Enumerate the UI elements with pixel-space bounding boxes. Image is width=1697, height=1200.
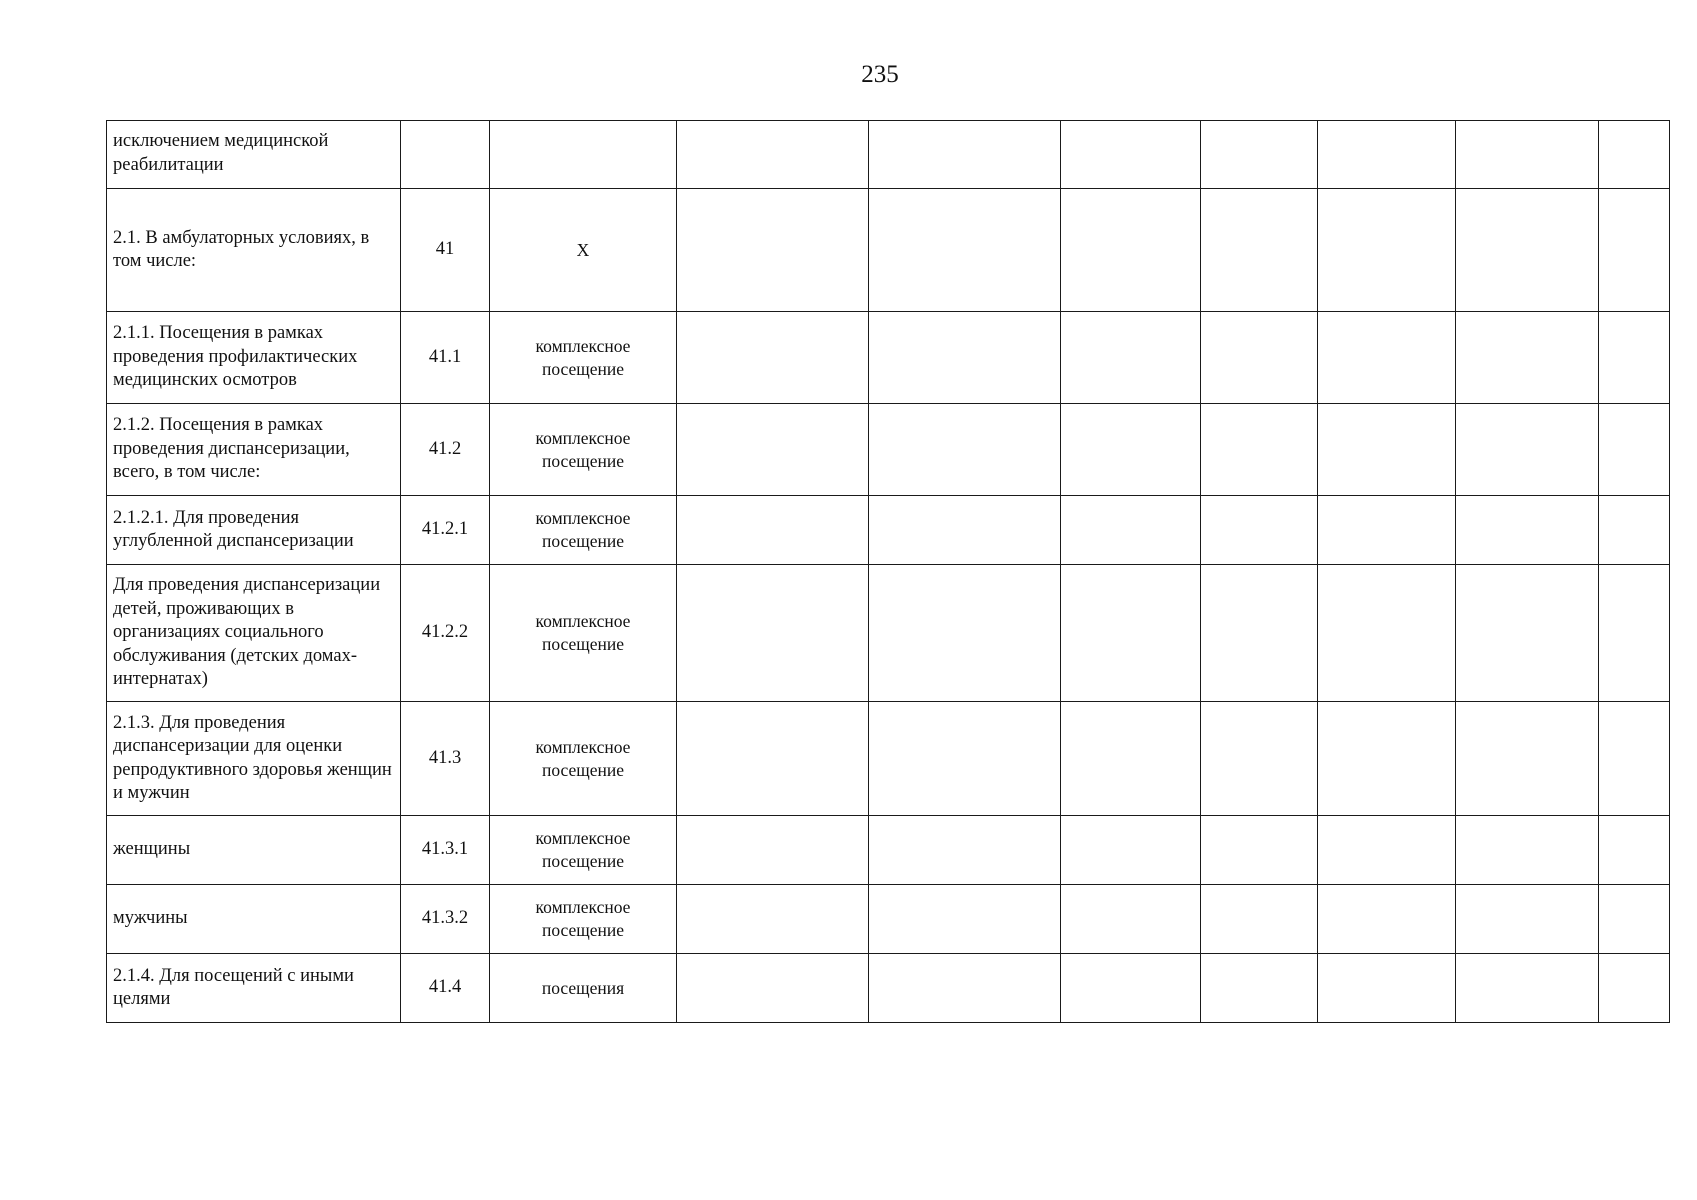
empty-cell [869, 885, 1061, 954]
empty-cell [1061, 702, 1201, 816]
table-row [107, 565, 1670, 702]
row-code-cell: 41.3 [401, 702, 490, 816]
empty-cell [1061, 496, 1201, 565]
empty-cell [869, 189, 1061, 312]
row-name-cell: исключением медицинской реабилитации [107, 121, 401, 189]
empty-cell [677, 121, 869, 189]
empty-cell [1599, 121, 1670, 189]
empty-cell [677, 816, 869, 885]
row-unit-cell: комплексное посещение [490, 404, 677, 496]
empty-cell [869, 702, 1061, 816]
report-table [106, 120, 1670, 1023]
table-row [107, 954, 1670, 1023]
table-row [107, 816, 1670, 885]
empty-cell [869, 496, 1061, 565]
empty-cell [1061, 816, 1201, 885]
empty-cell [1318, 496, 1456, 565]
empty-cell [677, 496, 869, 565]
empty-cell [1318, 954, 1456, 1023]
row-unit-cell: комплексное посещение [490, 312, 677, 404]
empty-cell [1201, 312, 1318, 404]
empty-cell [1061, 954, 1201, 1023]
empty-cell [677, 702, 869, 816]
empty-cell [1599, 496, 1670, 565]
empty-cell [1456, 404, 1599, 496]
table-row [107, 312, 1670, 404]
row-name-cell: мужчины [107, 885, 401, 954]
empty-cell [1061, 565, 1201, 702]
empty-cell [869, 312, 1061, 404]
empty-cell [1456, 496, 1599, 565]
empty-cell [1456, 954, 1599, 1023]
empty-cell [1456, 702, 1599, 816]
row-code-cell: 41.3.1 [401, 816, 490, 885]
empty-cell [1201, 121, 1318, 189]
empty-cell [1201, 189, 1318, 312]
empty-cell [869, 954, 1061, 1023]
empty-cell [1456, 885, 1599, 954]
empty-cell [677, 189, 869, 312]
empty-cell [1599, 702, 1670, 816]
empty-cell [1599, 816, 1670, 885]
row-unit-cell: посещения [490, 954, 677, 1023]
empty-cell [1599, 885, 1670, 954]
empty-cell [1061, 189, 1201, 312]
row-name-cell: 2.1.2.1. Для проведения углубленной диспансеризации [107, 496, 401, 565]
row-name-cell: женщины [107, 816, 401, 885]
table-row [107, 702, 1670, 816]
row-unit-cell [490, 121, 677, 189]
empty-cell [1201, 496, 1318, 565]
empty-cell [869, 404, 1061, 496]
row-name-cell: 2.1.3. Для проведения диспансеризации для оценки репродуктивного здоровья женщин и мужчин [107, 702, 401, 816]
table-row [107, 885, 1670, 954]
empty-cell [1318, 121, 1456, 189]
empty-cell [1599, 404, 1670, 496]
empty-cell [1201, 816, 1318, 885]
row-name-cell: 2.1.2. Посещения в рамках проведения диспансеризации, всего, в том числе: [107, 404, 401, 496]
row-name-cell: 2.1.4. Для посещений с иными целями [107, 954, 401, 1023]
empty-cell [1201, 404, 1318, 496]
page-number: 235 [861, 61, 899, 88]
table-row [107, 189, 1670, 312]
row-unit-cell: комплексное посещение [490, 816, 677, 885]
row-unit-cell: комплексное посещение [490, 496, 677, 565]
empty-cell [1061, 885, 1201, 954]
empty-cell [1318, 565, 1456, 702]
empty-cell [1061, 312, 1201, 404]
row-unit-cell: комплексное посещение [490, 702, 677, 816]
empty-cell [1599, 189, 1670, 312]
row-code-cell [401, 121, 490, 189]
empty-cell [677, 404, 869, 496]
empty-cell [869, 816, 1061, 885]
empty-cell [1201, 702, 1318, 816]
empty-cell [1456, 189, 1599, 312]
table-row [107, 121, 1670, 189]
empty-cell [869, 121, 1061, 189]
empty-cell [677, 885, 869, 954]
empty-cell [1201, 565, 1318, 702]
empty-cell [1318, 312, 1456, 404]
empty-cell [1456, 121, 1599, 189]
empty-cell [677, 565, 869, 702]
empty-cell [1318, 404, 1456, 496]
row-code-cell: 41.2.1 [401, 496, 490, 565]
row-name-cell: 2.1. В амбулаторных условиях, в том числе: [107, 189, 401, 312]
empty-cell [1061, 404, 1201, 496]
table-row [107, 496, 1670, 565]
row-code-cell: 41.3.2 [401, 885, 490, 954]
row-code-cell: 41.4 [401, 954, 490, 1023]
empty-cell [869, 565, 1061, 702]
row-code-cell: 41.2 [401, 404, 490, 496]
empty-cell [1318, 816, 1456, 885]
row-unit-cell: Х [490, 189, 677, 312]
row-name-cell: Для проведения диспансеризации детей, проживающих в организациях социального обслуживания (детских домах-интернатах) [107, 565, 401, 702]
row-name-cell: 2.1.1. Посещения в рамках проведения профилактических медицинских осмотров [107, 312, 401, 404]
row-unit-cell: комплексное посещение [490, 885, 677, 954]
empty-cell [1318, 885, 1456, 954]
empty-cell [1456, 816, 1599, 885]
row-code-cell: 41 [401, 189, 490, 312]
empty-cell [1599, 954, 1670, 1023]
row-unit-cell: комплексное посещение [490, 565, 677, 702]
table-row [107, 404, 1670, 496]
empty-cell [1599, 312, 1670, 404]
empty-cell [1456, 312, 1599, 404]
empty-cell [1061, 121, 1201, 189]
empty-cell [677, 954, 869, 1023]
empty-cell [1201, 954, 1318, 1023]
row-code-cell: 41.2.2 [401, 565, 490, 702]
empty-cell [1318, 702, 1456, 816]
empty-cell [1318, 189, 1456, 312]
empty-cell [677, 312, 869, 404]
row-code-cell: 41.1 [401, 312, 490, 404]
empty-cell [1456, 565, 1599, 702]
empty-cell [1201, 885, 1318, 954]
empty-cell [1599, 565, 1670, 702]
